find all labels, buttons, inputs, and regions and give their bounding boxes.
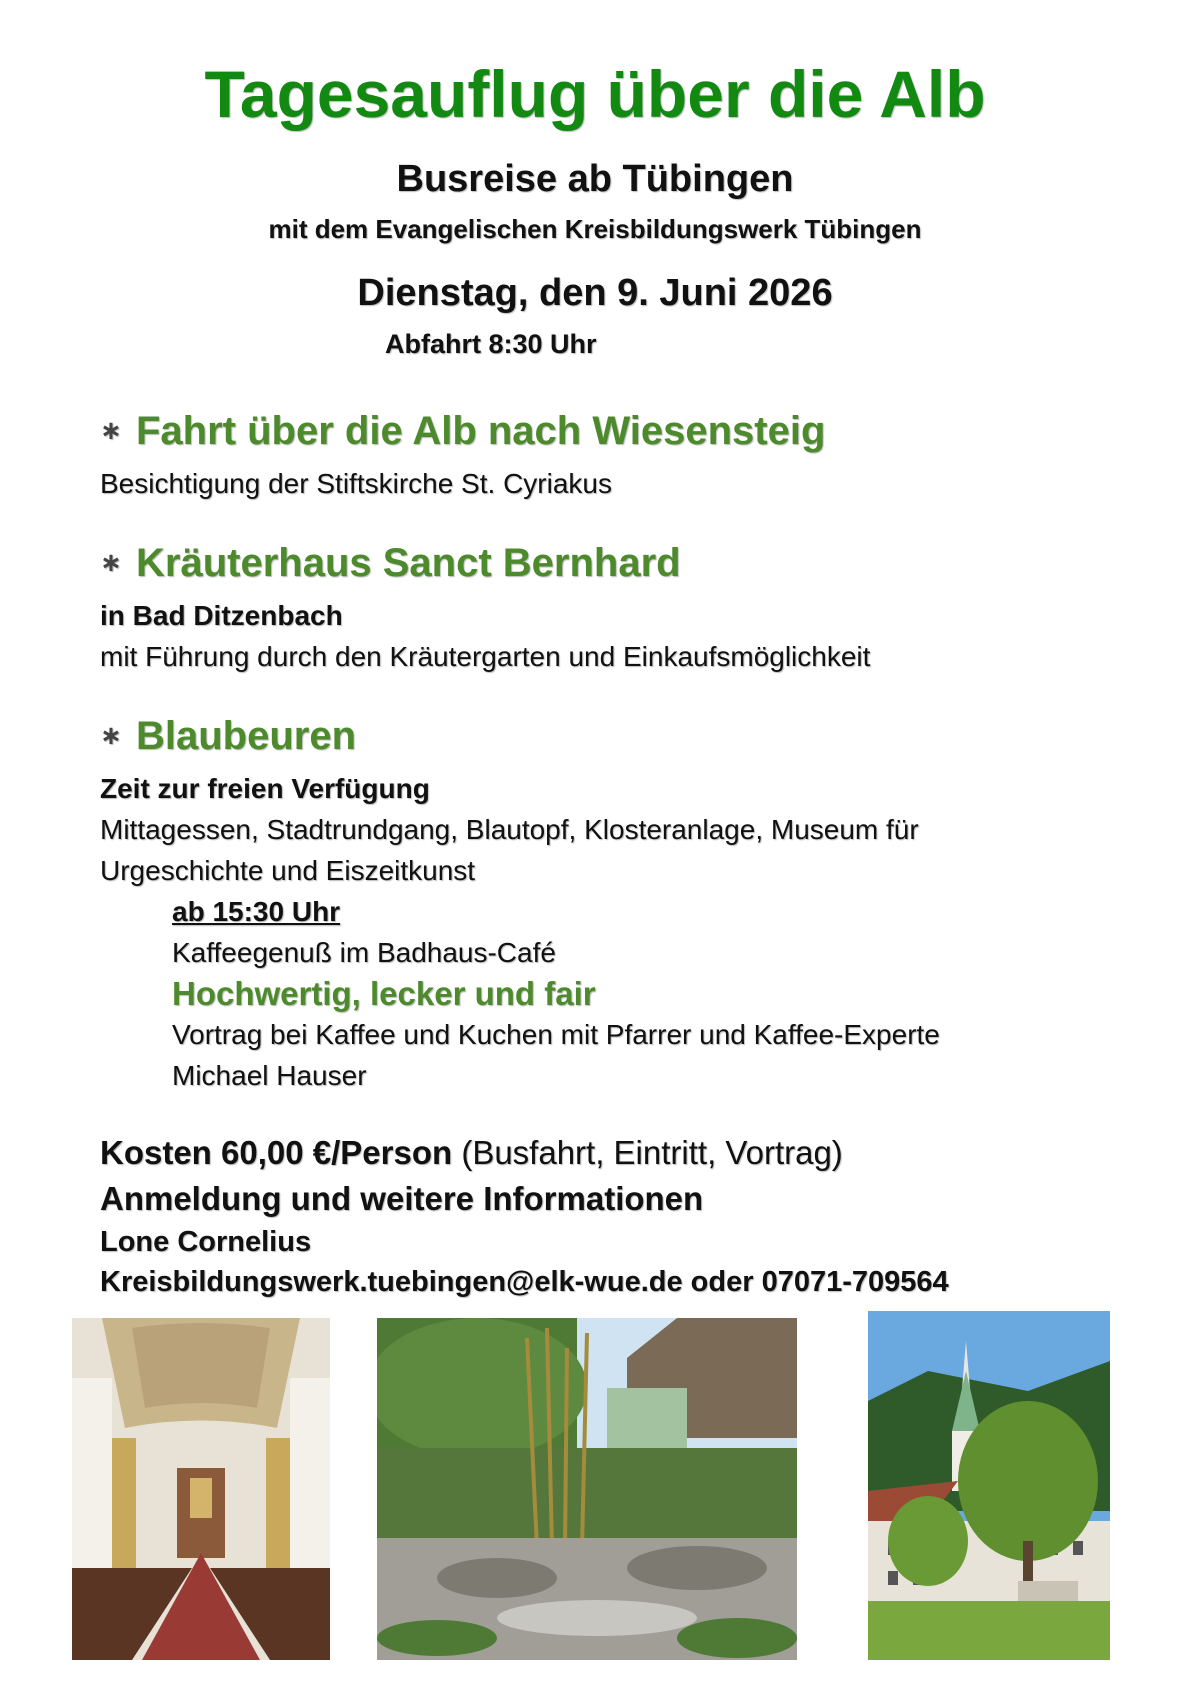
organizer-line: mit dem Evangelischen Kreisbildungswerk Tübingen bbox=[268, 214, 922, 244]
cafe-time: ab 15:30 Uhr bbox=[172, 896, 341, 928]
section-kraeuterhaus bbox=[100, 539, 870, 677]
asterisk-bullet-icon: ∗ bbox=[100, 415, 122, 446]
page-subtitle: Busreise ab Tübingen bbox=[396, 158, 794, 200]
contact-name: Lone Cornelius bbox=[100, 1226, 312, 1258]
registration-heading: Anmeldung und weitere Informationen bbox=[100, 1180, 704, 1217]
section-heading bbox=[100, 712, 940, 762]
cost-detail: (Busfahrt, Eintritt, Vortrag) bbox=[461, 1134, 843, 1171]
section-line: Mittagessen, Stadtrundgang, Blautopf, Klosteranlage, Museum für bbox=[100, 814, 919, 846]
talk-line: Michael Hauser bbox=[172, 1060, 367, 1092]
contact-details: Kreisbildungswerk.tuebingen@elk-wue.de oder 07071-709564 bbox=[100, 1266, 949, 1298]
departure-time: Abfahrt 8:30 Uhr bbox=[385, 329, 597, 359]
section-heading bbox=[100, 407, 825, 457]
event-date: Dienstag, den 9. Juni 2026 bbox=[357, 272, 833, 314]
section-line: Besichtigung der Stiftskirche St. Cyriakus bbox=[100, 468, 612, 500]
talk-title: Hochwertig, lecker und fair bbox=[172, 975, 596, 1013]
herb-garden-photo bbox=[377, 1318, 797, 1660]
section-heading-text: Kräuterhaus Sanct Bernhard bbox=[136, 541, 681, 585]
talk-line: Vortrag bei Kaffee und Kuchen mit Pfarrer und Kaffee-Experte bbox=[172, 1019, 940, 1051]
cost-line bbox=[100, 1130, 949, 1176]
section-wiesensteig bbox=[100, 407, 825, 504]
section-location: in Bad Ditzenbach bbox=[100, 600, 343, 632]
footer-info bbox=[100, 1130, 949, 1302]
section-subheading: Zeit zur freien Verfügung bbox=[100, 773, 430, 805]
asterisk-bullet-icon: ∗ bbox=[100, 720, 122, 751]
monastery-photo bbox=[868, 1311, 1110, 1660]
section-heading-text: Fahrt über die Alb nach Wiesensteig bbox=[136, 409, 826, 453]
asterisk-bullet-icon: ∗ bbox=[100, 547, 122, 578]
page-title: Tagesauflug über die Alb bbox=[204, 57, 986, 131]
section-blaubeuren bbox=[100, 712, 940, 1096]
section-line: mit Führung durch den Kräutergarten und Einkaufsmöglichkeit bbox=[100, 641, 871, 673]
cafe-line: Kaffeegenuß im Badhaus-Café bbox=[172, 937, 556, 969]
section-heading bbox=[100, 539, 870, 589]
section-line: Urgeschichte und Eiszeitkunst bbox=[100, 855, 476, 887]
section-heading-text: Blaubeuren bbox=[136, 714, 357, 758]
cost-amount: Kosten 60,00 €/Person bbox=[100, 1134, 453, 1171]
church-interior-photo bbox=[72, 1318, 330, 1660]
